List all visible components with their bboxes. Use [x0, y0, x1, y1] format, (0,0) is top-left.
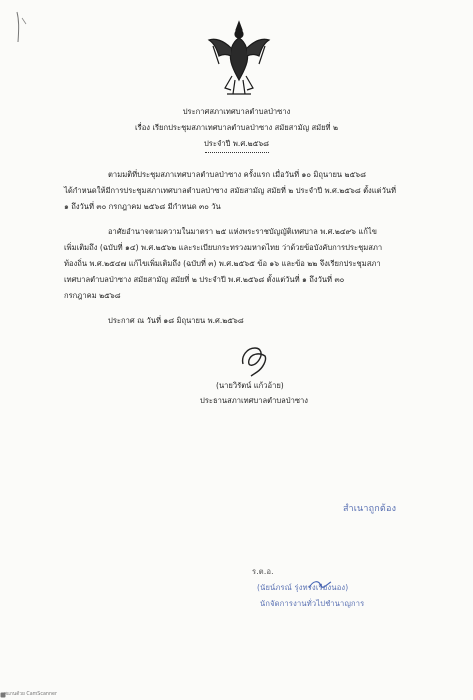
certifier-position: นักจัดการงานทั่วไปชำนาญการ — [260, 599, 365, 608]
paragraph-1-line-1: ตามมติที่ประชุมสภาเทศบาลตำบลป่าซาง ครั้งแรก เมื่อวันที่ ๑๐ มิถุนายน ๒๕๖๘ — [108, 170, 366, 179]
chairman-position: ประธานสภาเทศบาลตำบลป่าซาง — [200, 396, 309, 405]
certifier-initials: ร.ต.อ. — [252, 567, 274, 576]
announcement-date: ประกาศ ณ วันที่ ๑๘ มิถุนายน พ.ศ.๒๕๖๘ — [108, 316, 244, 325]
announcement-subject: เรื่อง เรียกประชุมสภาเทศบาลตำบลป่าซาง สมัยสามัญ สมัยที่ ๒ — [135, 123, 338, 132]
chairman-name: (นายวิรัตน์ แก้วอ้าย) — [216, 381, 284, 390]
announcement-title: ประกาศสภาเทศบาลตำบลป่าซาง — [182, 107, 291, 116]
certified-copy-stamp: สำเนาถูกต้อง — [343, 504, 397, 514]
pen-mark — [14, 10, 32, 44]
paragraph-2-line-4: เทศบาลตำบลป่าซาง สมัยสามัญ สมัยที่ ๒ ประจำปี พ.ศ.๒๕๖๘ ตั้งแต่วันที่ ๑ ถึงวันที่ ๓๐ — [64, 275, 345, 284]
announcement-year: ประจำปี พ.ศ.๒๕๖๘ — [203, 139, 269, 148]
paragraph-2-line-3: ท้องถิ่น พ.ศ.๒๕๔๗ แก้ไขเพิ่มเติมถึง (ฉบับที่ ๓) พ.ศ.๒๕๖๕ ข้อ ๑๖ และข้อ ๒๒ จึงเรียกประชุมสภา — [64, 259, 381, 268]
paragraph-1-line-3: ๑ ถึงวันที่ ๓๐ กรกฎาคม ๒๕๖๘ มีกำหนด ๓๐ วัน — [64, 202, 221, 211]
garuda-emblem-icon — [205, 18, 273, 100]
paragraph-2-line-5: กรกฎาคม ๒๕๖๘ — [64, 291, 121, 300]
paragraph-2-line-2: เพิ่มเติมถึง (ฉบับที่ ๑๔) พ.ศ.๒๕๖๒ และระเบียบกระทรวงมหาดไทย ว่าด้วยข้อบังคับการประชุมสภา — [64, 243, 383, 252]
chairman-signature — [237, 342, 271, 378]
divider — [205, 152, 269, 153]
paragraph-2-line-1: อาศัยอำนาจตามความในมาตรา ๒๕ แห่งพระราชบัญญัติเทศบาล พ.ศ.๒๔๙๖ แก้ไข — [108, 227, 377, 236]
paragraph-1-line-2: ได้กำหนดให้มีการประชุมสภาเทศบาลตำบลป่าซาง สมัยสามัญ สมัยที่ ๒ ประจำปี พ.ศ.๒๕๖๘ ตั้งแต่วันที่ — [64, 186, 397, 195]
certifier-name: (นัยน์ภรณ์ รุ่งทรงเรืองนอง) — [257, 583, 349, 592]
scanner-watermark: สแกนด้วย CamScanner — [4, 692, 57, 697]
